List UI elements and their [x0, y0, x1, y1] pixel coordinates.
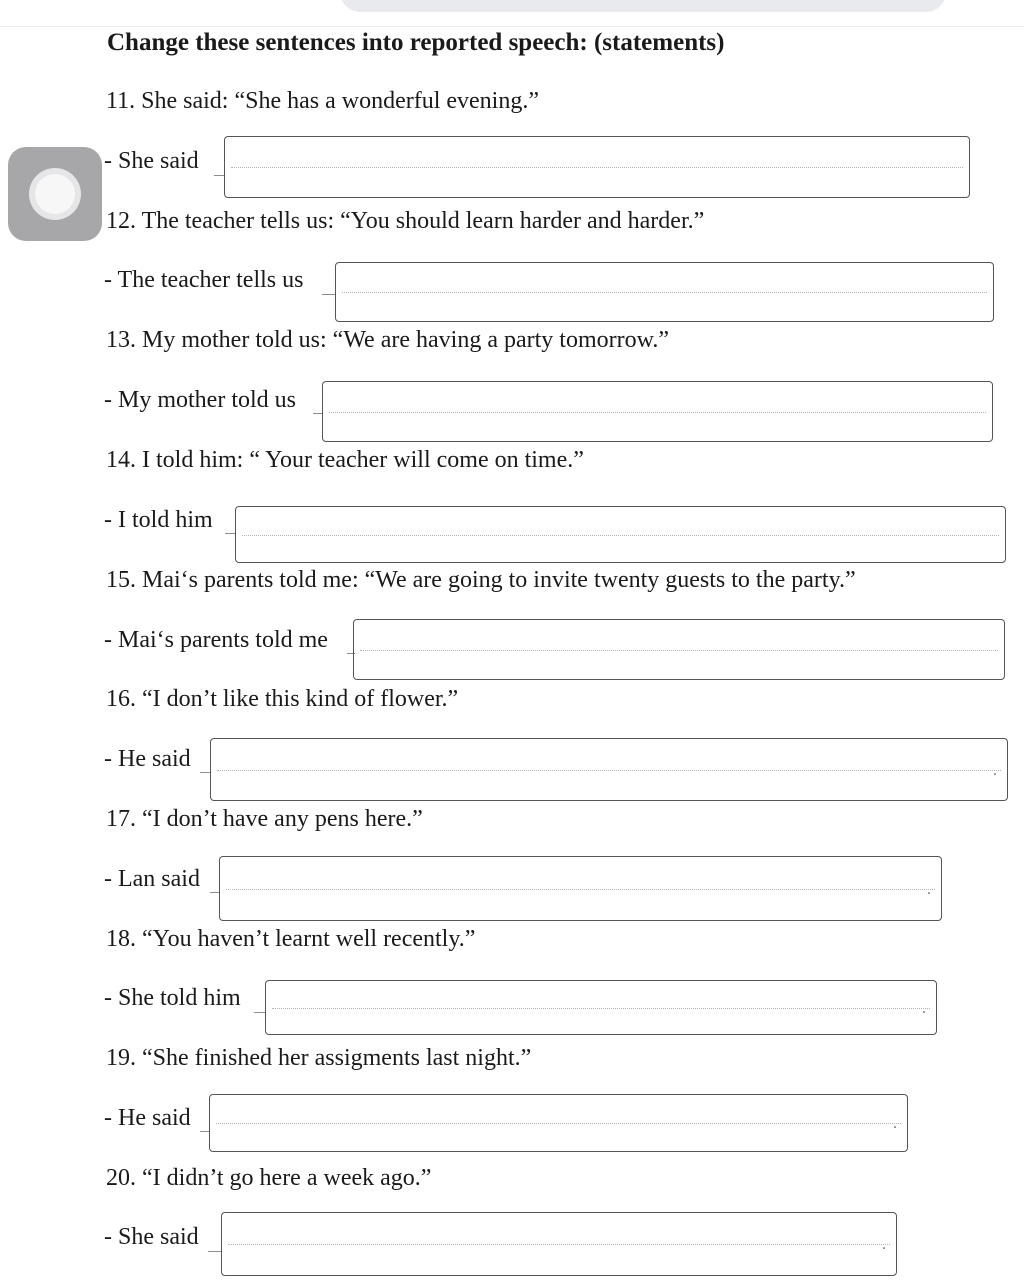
- question-13: 13. My mother told us: “We are having a party tomorrow.”: [106, 327, 670, 353]
- answer-box-17[interactable]: [219, 856, 942, 921]
- worksheet-title: Change these sentences into reported speech: (statements): [107, 29, 725, 56]
- header-divider: [0, 26, 1024, 27]
- question-15: 15. Mai‘s parents told me: “We are going to invite twenty guests to the party.”: [106, 567, 856, 593]
- question-17: 17. “I don’t have any pens here.”: [106, 806, 423, 832]
- prompt-19: - He said: [104, 1105, 191, 1131]
- prompt-12: - The teacher tells us: [104, 267, 304, 293]
- sentence-period-20: .: [882, 1236, 886, 1253]
- prompt-13: - My mother told us: [104, 387, 296, 413]
- question-11: 11. She said: “She has a wonderful evening.”: [106, 88, 539, 114]
- question-20: 20. “I didn’t go here a week ago.”: [106, 1165, 432, 1191]
- question-14: 14. I told him: “ Your teacher will come on time.”: [106, 447, 584, 473]
- answer-box-18[interactable]: [265, 980, 937, 1035]
- answer-box-11[interactable]: [224, 136, 970, 198]
- sentence-period-17: .: [927, 880, 931, 898]
- question-18: 18. “You haven’t learnt well recently.”: [106, 926, 476, 952]
- assistive-touch-icon[interactable]: [8, 147, 102, 241]
- question-12: 12. The teacher tells us: “You should learn harder and harder.”: [106, 208, 705, 234]
- sentence-period-16: .: [993, 761, 997, 779]
- prompt-17: - Lan said: [104, 866, 200, 892]
- prompt-16: - He said: [104, 746, 191, 772]
- prompt-20: - She said: [104, 1224, 199, 1250]
- prompt-14: - I told him: [104, 507, 213, 533]
- answer-box-12[interactable]: [335, 262, 994, 322]
- assistive-touch-ring: [29, 168, 81, 220]
- answer-box-19[interactable]: [209, 1094, 908, 1152]
- answer-box-14[interactable]: [235, 506, 1006, 563]
- blank-line-20: [208, 1251, 222, 1252]
- sentence-period-19: .: [893, 1115, 897, 1132]
- prompt-18: - She told him: [104, 985, 241, 1011]
- prompt-15: - Mai‘s parents told me: [104, 627, 328, 653]
- question-16: 16. “I don’t like this kind of flower.”: [106, 686, 459, 712]
- answer-box-13[interactable]: [322, 381, 993, 442]
- answer-box-20[interactable]: [221, 1212, 897, 1276]
- sentence-period-18: .: [922, 999, 926, 1017]
- blank-line-12: [322, 294, 336, 295]
- answer-box-15[interactable]: [353, 619, 1005, 680]
- browser-address-bar[interactable]: [340, 0, 946, 12]
- question-19: 19. “She finished her assigments last night.”: [106, 1045, 532, 1071]
- blank-line-11: [214, 175, 224, 176]
- prompt-11: - She said: [104, 148, 199, 174]
- answer-box-16[interactable]: [210, 738, 1008, 801]
